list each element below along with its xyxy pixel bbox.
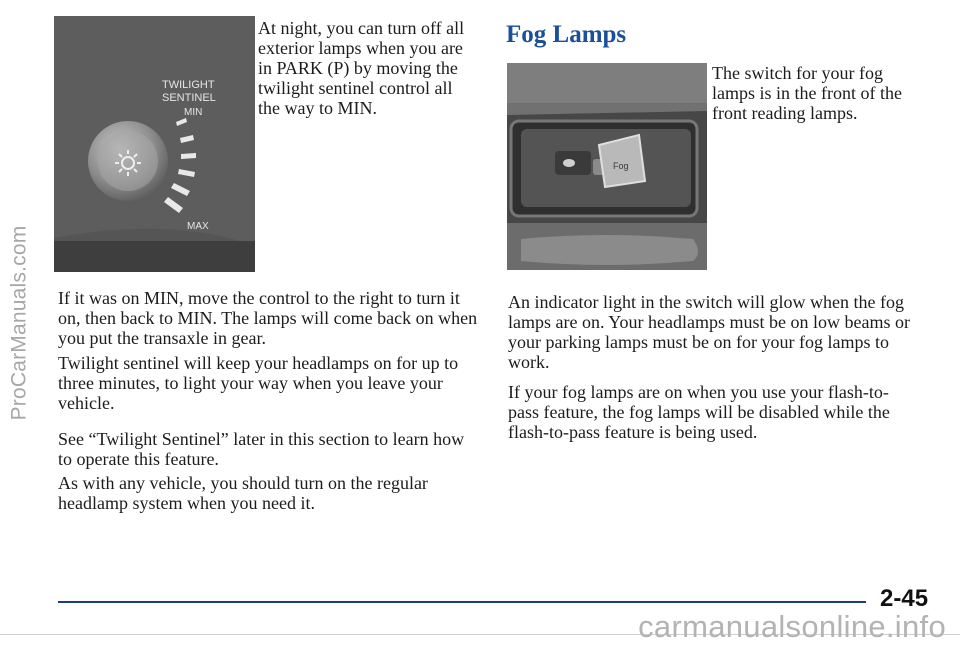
max-label: MAX: [187, 221, 209, 232]
twilight-sentinel-photo: [54, 16, 255, 272]
twilight-intro: At night, you can turn off all exterior lamps when you are in PARK (P) by moving the twilight sentinel control all the way to MIN.: [258, 18, 465, 118]
fog-paragraph-2: If your fog lamps are on when you use your flash-to-pass feature, the fog lamps will be disabled while the flash-to-pass feature is being used.: [508, 382, 890, 442]
twilight-paragraph-2: Twilight sentinel will keep your headlamps on for up to three minutes, to light your way when you leave your vehicle.: [58, 353, 459, 413]
label-line1: TWILIGHT: [162, 79, 215, 91]
twilight-paragraph-1: If it was on MIN, move the control to the right to turn it on, then back to MIN. The lamps will come back on when you put the transaxle in gear.: [58, 288, 478, 348]
fog-lamp-switch-photo: [507, 63, 707, 270]
page-number: 2-45: [880, 585, 929, 612]
bottom-watermark: carmanualsonline.info: [638, 609, 946, 644]
twilight-paragraph-4: As with any vehicle, you should turn on the regular headlamp system when you need it.: [58, 473, 428, 513]
twilight-sentinel-illustration: [54, 16, 255, 272]
footer-rule: [58, 601, 866, 603]
twilight-paragraph-3: See “Twilight Sentinel” later in this section to learn how to operate this feature.: [58, 429, 465, 469]
min-label: MIN: [184, 107, 203, 118]
fog-paragraph-1: An indicator light in the switch will glow when the fog lamps are on. Your headlamps must be on low beams or your parking lamps must be on for your fog lamps to work.: [508, 292, 910, 372]
side-watermark: [2, 0, 36, 646]
label-line2: SENTINEL: [162, 92, 216, 104]
fog-switch-glyph: Fog: [613, 161, 629, 171]
fog-switch-illustration: [507, 63, 707, 270]
fog-lamps-heading: Fog Lamps: [506, 21, 627, 48]
fog-intro: The switch for your fog lamps is in the front of the front reading lamps.: [712, 63, 902, 123]
side-watermark-text: ProCarManuals.com: [7, 225, 30, 421]
